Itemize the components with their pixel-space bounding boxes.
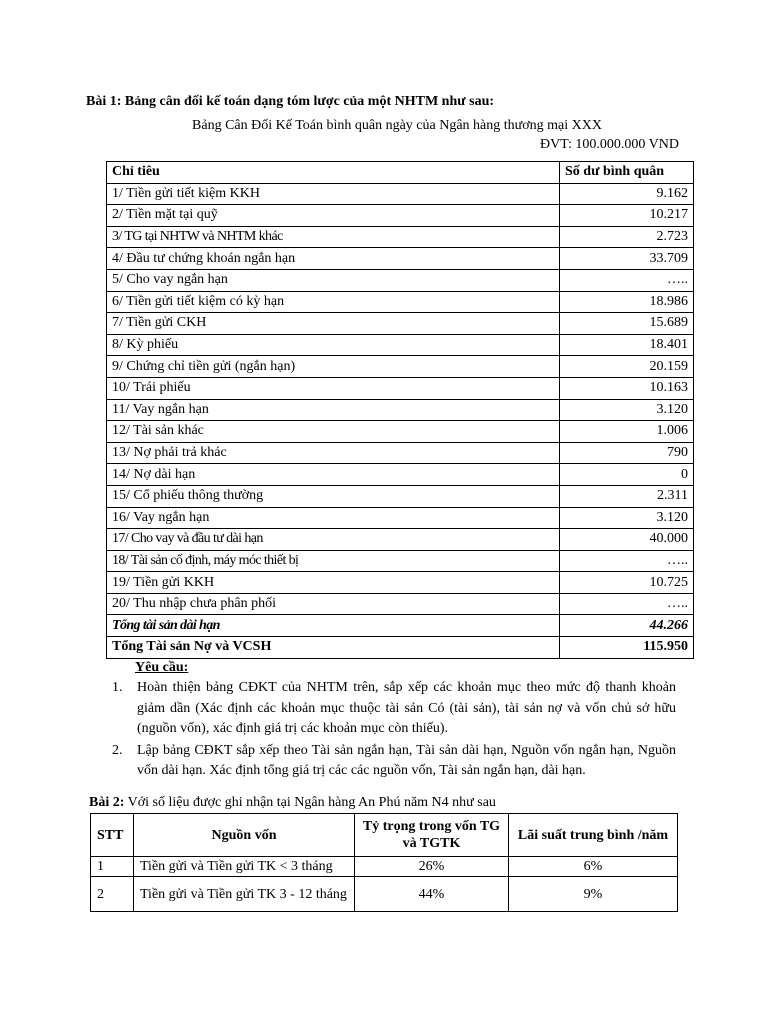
column-header-item: Chỉ tiêu (107, 162, 560, 184)
requirement-number: 1. (112, 680, 123, 695)
cell-item: 7/ Tiền gửi CKH (107, 313, 560, 335)
cell-value: ….. (560, 593, 694, 615)
cell-item: 13/ Nợ phải trả khác (107, 442, 560, 464)
cell-value: 790 (560, 442, 694, 464)
cell-item: 14/ Nợ dài hạn (107, 464, 560, 486)
table-row (107, 550, 694, 572)
table-row (107, 593, 694, 615)
table-row (107, 507, 694, 529)
cell-value: 33.709 (560, 248, 694, 270)
table-row (107, 291, 694, 313)
unit-label: ĐVT: 100.000.000 VND (539, 137, 679, 152)
requirement-number: 2. (112, 742, 123, 758)
cell-item: 1/ Tiền gửi tiết kiệm KKH (107, 183, 560, 205)
cell-value: 3.120 (560, 507, 694, 529)
exercise-2-label: Bài 2: (89, 795, 125, 810)
table-row (107, 183, 694, 205)
cell-value: 115.950 (560, 637, 694, 659)
table-row (107, 313, 694, 335)
requirement-text: Hoàn thiện bảng CĐKT của NHTM trên, sắp xếp các khoản mục theo mức độ thanh khoản giảm dần (Xác định các khoản mục thuộc tài sản Có (tài sản), tài sản nợ và vốn chủ sở hữu (nguồn vốn), xác định giá trị các khoản mục còn thiếu). (137, 680, 676, 736)
table-header-row (91, 814, 678, 857)
table-row (107, 356, 694, 378)
total-liabilities-equity-row (107, 637, 694, 659)
requirements-list (108, 678, 676, 783)
cell-item: 6/ Tiền gửi tiết kiệm có kỳ hạn (107, 291, 560, 313)
requirement-item (108, 678, 676, 740)
table-row (107, 399, 694, 421)
cell-value: 10.725 (560, 572, 694, 594)
cell-item: 8/ Kỳ phiếu (107, 334, 560, 356)
table-row (91, 877, 678, 912)
cell-item: 9/ Chứng chỉ tiền gửi (ngắn hạn) (107, 356, 560, 378)
table-row (107, 572, 694, 594)
cell-item: 20/ Thu nhập chưa phân phối (107, 593, 560, 615)
cell-value: 18.401 (560, 334, 694, 356)
requirement-item (108, 741, 676, 782)
requirements-title: Yêu cầu: (135, 660, 189, 675)
table-row (107, 377, 694, 399)
column-header-rate: Lãi suất trung bình /năm (509, 814, 678, 857)
table-row (91, 857, 678, 877)
cell-value: 10.217 (560, 205, 694, 227)
cell-item: 17/ Cho vay và đầu tư dài hạn (107, 529, 560, 551)
table-row (107, 442, 694, 464)
cell-rate: 9% (509, 877, 678, 912)
table-row (107, 226, 694, 248)
cell-item: 4/ Đầu tư chứng khoán ngắn hạn (107, 248, 560, 270)
column-header-source: Nguồn vốn (134, 814, 355, 857)
cell-value: 1.006 (560, 421, 694, 443)
table-row (107, 205, 694, 227)
exercise-1-heading: Bài 1: Bảng cân đối kế toán dạng tóm lược của một NHTM như sau: (86, 94, 495, 109)
cell-value: 2.311 (560, 485, 694, 507)
cell-item: 3/ TG tại NHTW và NHTM khác (107, 226, 560, 248)
cell-ratio: 44% (355, 877, 509, 912)
cell-value: 10.163 (560, 377, 694, 399)
cell-item: 11/ Vay ngắn hạn (107, 399, 560, 421)
cell-value: 9.162 (560, 183, 694, 205)
cell-value: ….. (560, 269, 694, 291)
column-header-value: Số dư bình quân (560, 162, 694, 184)
funding-sources-table (90, 813, 678, 912)
cell-item: 5/ Cho vay ngắn hạn (107, 269, 560, 291)
cell-stt: 1 (91, 857, 134, 877)
cell-item: Tổng Tài sản Nợ và VCSH (107, 637, 560, 659)
total-long-term-row (107, 615, 694, 637)
cell-item: 18/ Tài sản cố định, máy móc thiết bị (107, 550, 560, 572)
column-header-ratio: Tỷ trọng trong vốn TG và TGTK (355, 814, 509, 857)
table-row (107, 529, 694, 551)
exercise-2-heading (89, 795, 496, 811)
cell-ratio: 26% (355, 857, 509, 877)
balance-sheet-table (106, 161, 694, 659)
cell-item: 12/ Tài sản khác (107, 421, 560, 443)
exercise-2-heading-text: Với số liệu được ghi nhận tại Ngân hàng An Phú năm N4 như sau (124, 795, 496, 810)
cell-value: 2.723 (560, 226, 694, 248)
cell-source: Tiền gửi và Tiền gửi TK < 3 tháng (134, 857, 355, 877)
column-header-stt: STT (91, 814, 134, 857)
cell-item: Tổng tài sản dài hạn (107, 615, 560, 637)
table-row (107, 421, 694, 443)
table-row (107, 485, 694, 507)
requirement-text: Lập bảng CĐKT sắp xếp theo Tài sản ngắn hạn, Tài sản dài hạn, Nguồn vốn ngắn hạn, Nguồn vốn dài hạn. Xác định tổng giá trị các các nguồn vốn, Tài sản ngắn hạn, dài hạn. (137, 742, 676, 778)
cell-item: 16/ Vay ngắn hạn (107, 507, 560, 529)
cell-item: 2/ Tiền mặt tại quỹ (107, 205, 560, 227)
cell-item: 10/ Trái phiếu (107, 377, 560, 399)
cell-stt: 2 (91, 877, 134, 912)
cell-value: 15.689 (560, 313, 694, 335)
table-row (107, 334, 694, 356)
table-header-row (107, 162, 694, 184)
cell-source: Tiền gửi và Tiền gửi TK 3 - 12 tháng (134, 877, 355, 912)
cell-item: 15/ Cổ phiếu thông thường (107, 485, 560, 507)
table-row (107, 269, 694, 291)
cell-value: 0 (560, 464, 694, 486)
cell-value: ….. (560, 550, 694, 572)
cell-item: 19/ Tiền gửi KKH (107, 572, 560, 594)
cell-value: 40.000 (560, 529, 694, 551)
table-row (107, 464, 694, 486)
cell-value: 3.120 (560, 399, 694, 421)
cell-rate: 6% (509, 857, 678, 877)
balance-sheet-title: Bảng Cân Đối Kế Toán bình quân ngày của Ngân hàng thương mại XXX (192, 118, 602, 133)
cell-value: 44.266 (560, 615, 694, 637)
table-row (107, 248, 694, 270)
cell-value: 18.986 (560, 291, 694, 313)
cell-value: 20.159 (560, 356, 694, 378)
